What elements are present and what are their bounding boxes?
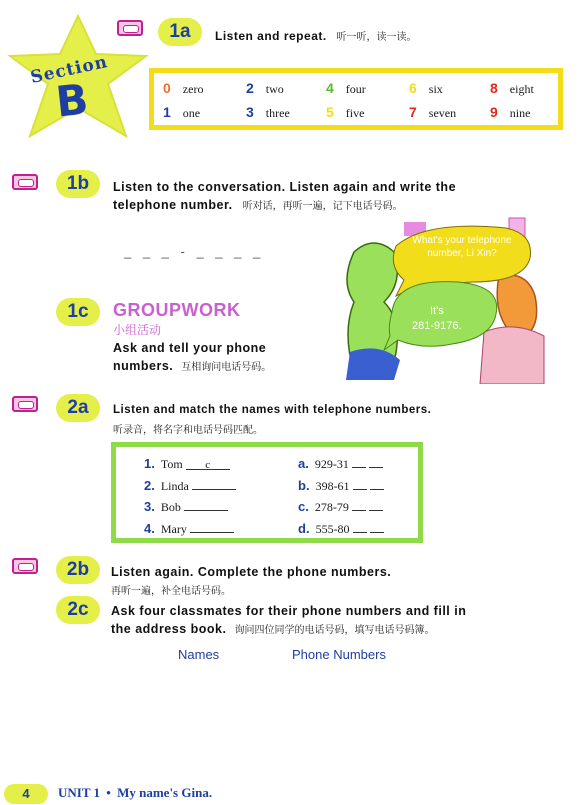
match-phone-number: 555-80 xyxy=(315,522,350,536)
activity-2a-instruction-cn: 听录音，将名字和电话号码匹配。 xyxy=(113,425,263,436)
match-answer-blank[interactable]: c xyxy=(186,459,230,470)
activity-badge-1b: 1b xyxy=(56,170,100,198)
groupwork-heading: GROUPWORK xyxy=(113,300,241,320)
activity-2b-instruction: Listen again. Complete the phone numbers. xyxy=(111,565,392,579)
number-item xyxy=(163,104,200,121)
footer-bullet: • xyxy=(106,785,111,800)
match-name: Tom xyxy=(160,457,183,471)
section-letter: B xyxy=(53,74,91,127)
number-word: two xyxy=(265,82,284,96)
activity-badge-1a: 1a xyxy=(158,18,202,46)
match-name-row xyxy=(144,478,236,494)
activity-1b-instruction-line1: Listen to the conversation. Listen again and write the xyxy=(113,180,457,194)
number-digit: 3 xyxy=(246,104,254,120)
phone-digit-blank[interactable] xyxy=(353,522,367,533)
match-name: Mary xyxy=(160,522,187,536)
question-bubble-text: What's your telephone number, Li Xin? xyxy=(412,235,512,259)
match-phone-key: b. xyxy=(298,478,310,493)
activity-2b-instruction-cn: 再听一遍，补全电话号码。 xyxy=(111,586,231,597)
phone-digit-blank[interactable] xyxy=(353,479,367,490)
match-phone-number: 929-31 xyxy=(314,457,349,471)
number-word: five xyxy=(345,106,365,120)
number-item xyxy=(409,104,456,121)
number-item xyxy=(326,104,364,121)
cassette-icon[interactable] xyxy=(12,174,38,190)
number-item xyxy=(163,80,203,97)
match-name-row xyxy=(144,499,228,515)
phone-number-blanks[interactable]: _ _ _ - _ _ _ _ xyxy=(124,244,265,259)
page-number: 4 xyxy=(22,786,30,801)
number-word: six xyxy=(428,82,443,96)
match-answer-blank[interactable] xyxy=(184,500,228,511)
number-digit: 0 xyxy=(163,80,171,96)
match-phone-row xyxy=(298,456,383,472)
groupwork-heading-cn: 小组活动 xyxy=(113,323,162,337)
activity-badge-2b: 2b xyxy=(56,556,100,584)
cassette-icon[interactable] xyxy=(12,396,38,412)
activity-2c-instruction-line2: the address book. 询问四位同学的电话号码，填写电话号码簿。 xyxy=(111,622,435,636)
match-name-key: 1. xyxy=(144,456,155,471)
match-name-key: 3. xyxy=(144,499,155,514)
match-phone-number: 398-61 xyxy=(315,479,350,493)
number-word: one xyxy=(182,106,201,120)
activity-badge-2c: 2c xyxy=(56,596,100,624)
number-word: four xyxy=(345,82,366,96)
phone-digit-blank[interactable] xyxy=(352,457,366,468)
number-item xyxy=(490,104,530,121)
footer-unit-label: UNIT 1 xyxy=(58,785,101,800)
number-digit: 1 xyxy=(163,104,171,120)
activity-2c-instruction-line1: Ask four classmates for their phone numbers and fill in xyxy=(111,604,467,618)
match-phone-key: c. xyxy=(298,499,309,514)
phone-digit-blank[interactable] xyxy=(370,522,384,533)
match-phone-key: a. xyxy=(298,456,309,471)
activity-1b-instruction-line2: telephone number. 听对话，再听一遍，记下电话号码。 xyxy=(113,198,403,212)
activity-1c-instruction-line1: Ask and tell your phone xyxy=(113,341,267,355)
activity-1a-instruction: Listen and repeat. 听一听，读一读。 xyxy=(215,29,417,43)
match-answer-blank[interactable] xyxy=(192,479,236,490)
number-word: eight xyxy=(509,82,534,96)
number-digit: 9 xyxy=(490,104,498,120)
address-book-col-names: Names xyxy=(178,647,220,662)
number-word: nine xyxy=(509,106,531,120)
number-item xyxy=(246,104,290,121)
number-word: zero xyxy=(182,82,204,96)
section-word: Section xyxy=(28,52,110,88)
number-digit: 4 xyxy=(326,80,334,96)
activity-badge-2a: 2a xyxy=(56,394,100,422)
match-name: Bob xyxy=(160,500,181,514)
number-digit: 2 xyxy=(246,80,254,96)
address-book-col-phone: Phone Numbers xyxy=(292,647,386,662)
phone-digit-blank[interactable] xyxy=(369,500,383,511)
answer-bubble-line2: 281-9176. xyxy=(412,320,462,332)
answer-bubble-line1: It's xyxy=(430,305,444,317)
cassette-icon[interactable] xyxy=(12,558,38,574)
match-phone-key: d. xyxy=(298,521,310,536)
activity-2a-instruction: Listen and match the names with telephone numbers. xyxy=(113,404,432,416)
activity-badge-1c: 1c xyxy=(56,298,100,326)
number-digit: 8 xyxy=(490,80,498,96)
number-item xyxy=(490,80,534,97)
match-phone-row xyxy=(298,521,384,537)
footer-unit xyxy=(58,785,212,801)
number-digit: 6 xyxy=(409,80,417,96)
number-item xyxy=(246,80,284,97)
match-name-row xyxy=(144,521,234,537)
phone-digit-blank[interactable] xyxy=(370,479,384,490)
phone-digit-blank[interactable] xyxy=(352,500,366,511)
match-name-key: 2. xyxy=(144,478,155,493)
page-number-badge xyxy=(4,784,48,804)
match-answer-blank[interactable] xyxy=(190,522,234,533)
number-digit: 5 xyxy=(326,104,334,120)
match-phone-number: 278-79 xyxy=(314,500,349,514)
phone-digit-blank[interactable] xyxy=(369,457,383,468)
activity-1c-instruction-line2: numbers. 互相询问电话号码。 xyxy=(113,359,272,373)
match-name-row xyxy=(144,456,230,472)
number-word: seven xyxy=(428,106,457,120)
cassette-icon[interactable] xyxy=(117,20,143,36)
number-item xyxy=(409,80,443,97)
match-phone-row xyxy=(298,478,384,494)
footer-title: My name's Gina. xyxy=(117,785,213,800)
match-phone-row xyxy=(298,499,383,515)
match-name-key: 4. xyxy=(144,521,155,536)
number-digit: 7 xyxy=(409,104,417,120)
match-name: Linda xyxy=(160,479,189,493)
number-item xyxy=(326,80,366,97)
number-word: three xyxy=(265,106,290,120)
